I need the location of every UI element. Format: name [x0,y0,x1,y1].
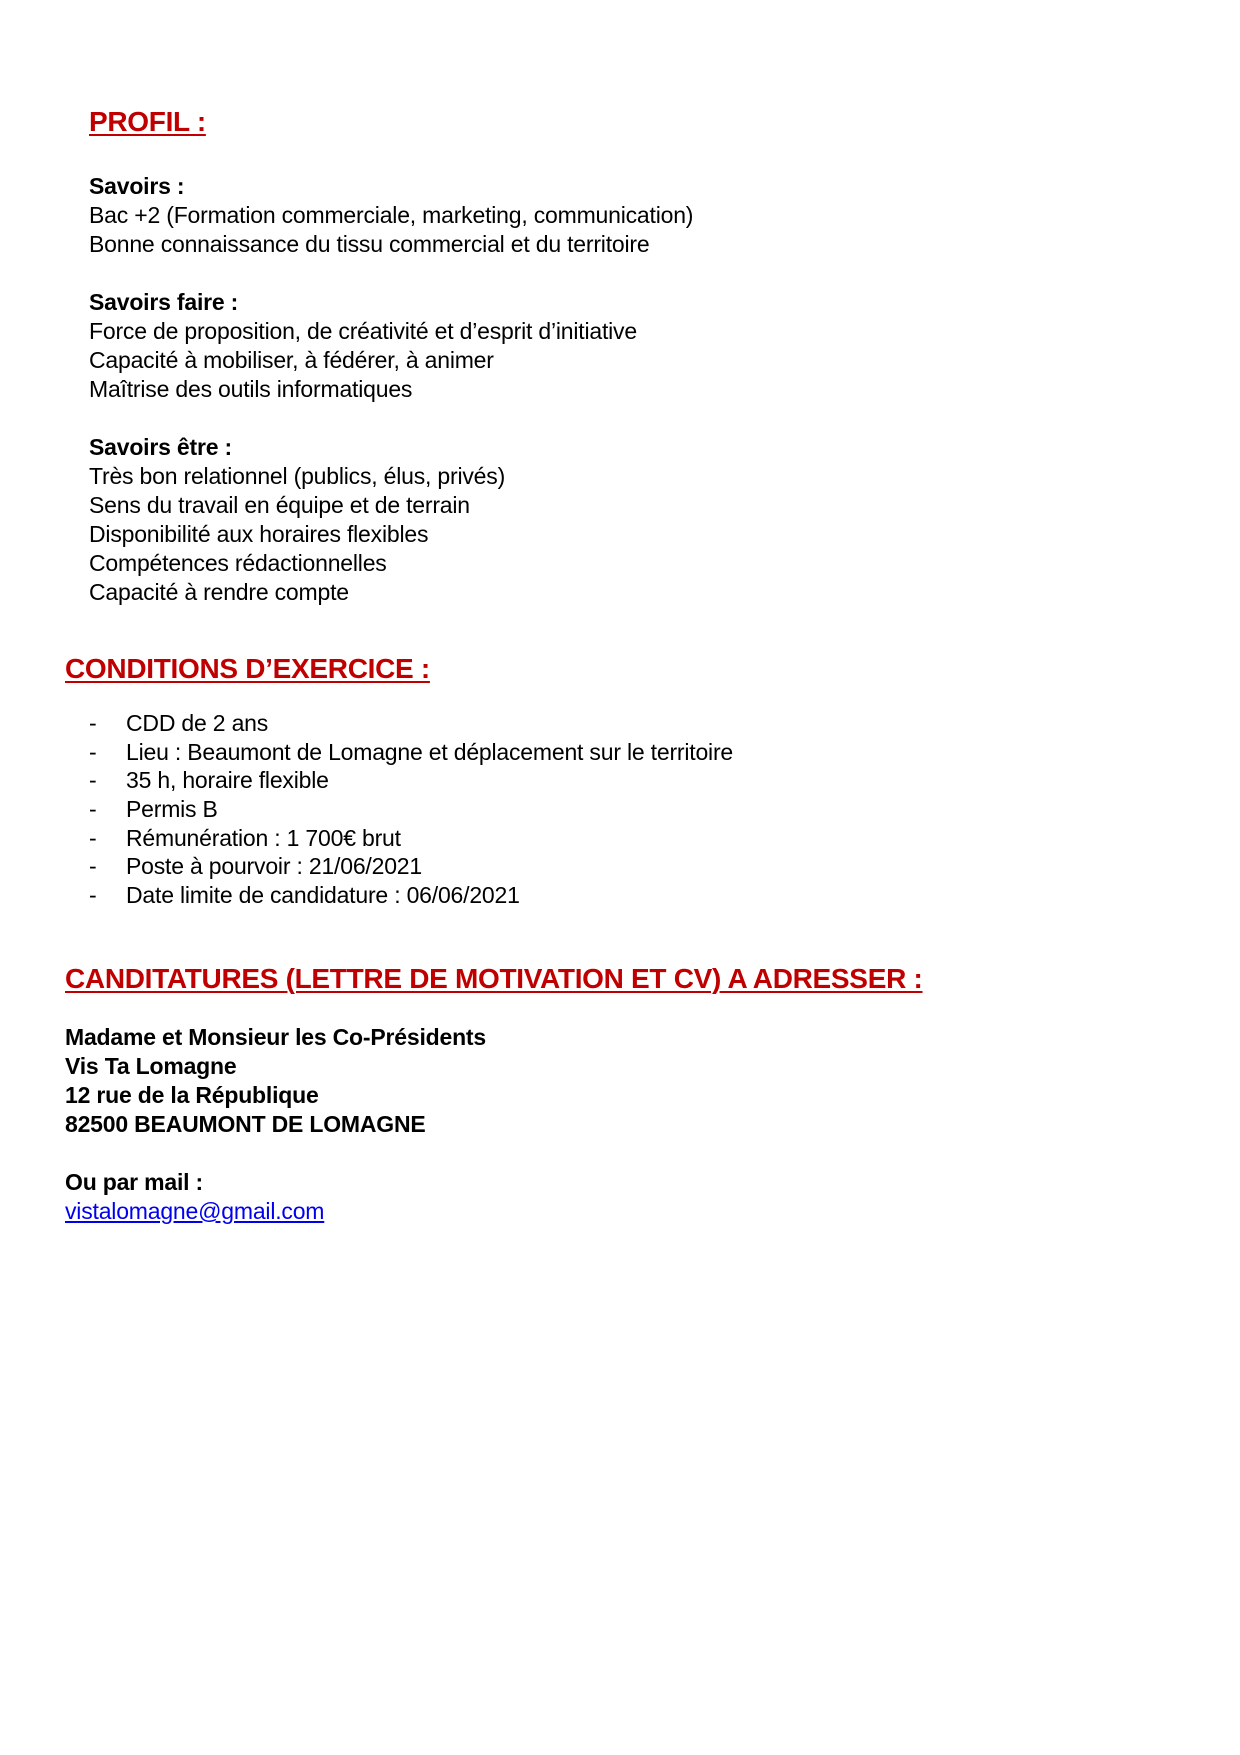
savoirs-faire-line: Force de proposition, de créativité et d’esprit d’initiative [89,318,637,344]
list-item-text: 35 h, horaire flexible [126,767,329,794]
savoirs-faire-title: Savoirs faire : [89,289,239,315]
list-bullet: - [89,824,97,851]
address-line: Madame et Monsieur les Co-Présidents [65,1024,486,1050]
savoirs-title: Savoirs : [89,173,185,199]
list-bullet: - [89,767,97,794]
savoirs-etre-title: Savoirs être : [89,434,232,460]
list-bullet: - [89,853,97,880]
savoirs-etre-line: Compétences rédactionnelles [89,550,387,576]
address-line: 82500 BEAUMONT DE LOMAGNE [65,1111,426,1137]
list-bullet: - [89,882,97,909]
savoirs-line: Bac +2 (Formation commerciale, marketing, communication) [89,202,694,228]
spacer [65,1139,486,1168]
list-item-text: Date limite de candidature : 06/06/2021 [126,882,520,909]
profil-section [89,172,693,607]
list-item-text: Rémunération : 1 700€ brut [126,824,401,851]
candidatures-heading: CANDITATURES (LETTRE DE MOTIVATION ET CV) A ADRESSER : [65,963,923,994]
spacer [89,259,693,288]
list-bullet: - [89,710,97,736]
list-item-text: CDD de 2 ans [126,710,269,736]
spacer [89,404,693,433]
conditions-heading: CONDITIONS D’EXERCICE : [65,653,430,684]
address-line: 12 rue de la République [65,1082,319,1108]
savoirs-faire-line: Maîtrise des outils informatiques [89,376,413,402]
list-item-text: Poste à pourvoir : 21/06/2021 [126,853,422,880]
list-item-text: Permis B [126,796,218,823]
email-line [65,1197,486,1226]
savoirs-line: Bonne connaissance du tissu commercial et du territoire [89,231,650,257]
mail-label: Ou par mail : [65,1169,203,1195]
address-line: Vis Ta Lomagne [65,1053,237,1079]
list-bullet: - [89,738,97,765]
email-link[interactable]: vistalomagne@gmail.com [65,1198,325,1224]
savoirs-etre-line: Sens du travail en équipe et de terrain [89,492,470,518]
list-item-text: Lieu : Beaumont de Lomagne et déplacement sur le territoire [126,738,734,765]
savoirs-etre-line: Disponibilité aux horaires flexibles [89,521,429,547]
savoirs-etre-line: Capacité à rendre compte [89,579,349,605]
profil-heading: PROFIL : [89,106,206,137]
candidatures-section [65,1023,486,1226]
savoirs-etre-line: Très bon relationnel (publics, élus, privés) [89,463,506,489]
savoirs-faire-line: Capacité à mobiliser, à fédérer, à animer [89,347,494,373]
list-bullet: - [89,796,97,823]
